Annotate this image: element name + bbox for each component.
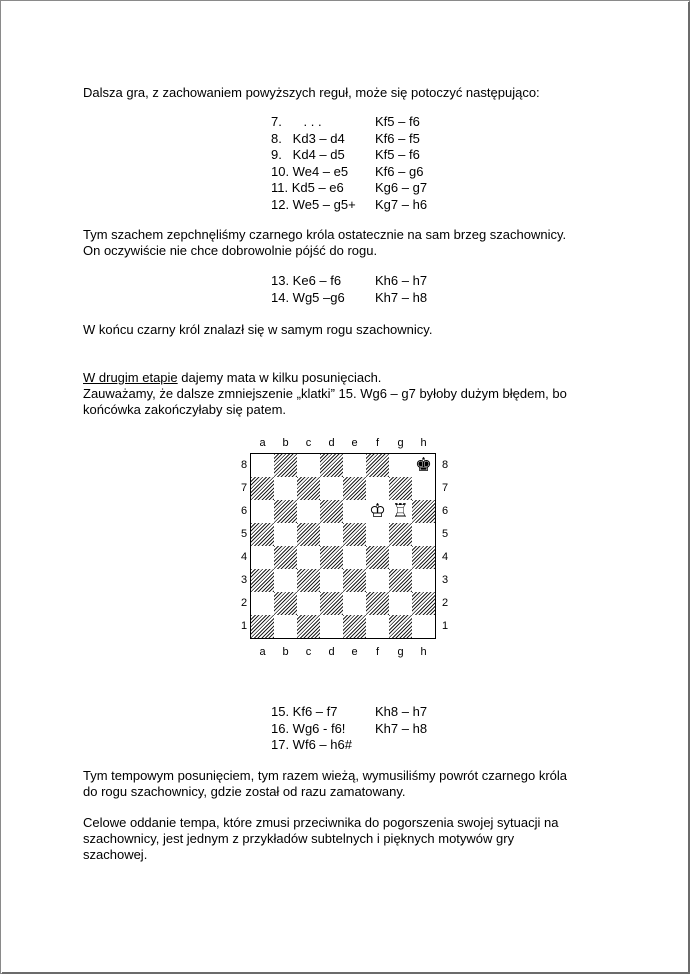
square-d4 xyxy=(320,546,343,569)
rank-label-4: 4 xyxy=(240,551,248,563)
square-b3 xyxy=(274,569,297,592)
chessboard xyxy=(250,453,436,639)
square-a2 xyxy=(251,592,274,615)
white-move: 8. Kd3 – d4 xyxy=(271,130,345,146)
square-b1 xyxy=(274,615,297,638)
black-move: Kh6 – h7 xyxy=(375,273,428,288)
rank-label-5: 5 xyxy=(240,528,248,540)
move-row xyxy=(271,197,427,214)
square-f1 xyxy=(366,615,389,638)
intro-paragraph: Dalsza gra, z zachowaniem powyższych reguł, może się potoczyć następująco: xyxy=(83,85,540,100)
white-move: 17. Wf6 – h6# xyxy=(271,737,352,753)
black-move: Kh7 – h8 xyxy=(375,720,428,736)
white-move: 9. Kd4 – d5 xyxy=(271,147,345,163)
paragraph-5-line-2: do rogu szachownicy, gdzie został od razu zamatowany. xyxy=(83,784,406,799)
square-b7 xyxy=(274,477,297,500)
file-label-e: e xyxy=(351,437,358,449)
square-h8 xyxy=(412,454,435,477)
move-row xyxy=(271,180,427,197)
move-row xyxy=(271,164,427,181)
file-label-g: g xyxy=(397,646,404,658)
square-c4 xyxy=(297,546,320,569)
square-b8 xyxy=(274,454,297,477)
square-a4 xyxy=(251,546,274,569)
square-g6 xyxy=(389,500,412,523)
rank-label-7: 7 xyxy=(240,482,248,494)
square-c5 xyxy=(297,523,320,546)
paragraph-4-line-2: Zauważamy, że dalsze zmniejszenie „klatki” 15. Wg6 – g7 byłoby dużym błędem, bo xyxy=(83,386,567,401)
rank-label-5: 5 xyxy=(441,528,449,540)
paragraph-4-line-3: końcówka zakończyłaby się patem. xyxy=(83,402,287,417)
rank-label-8: 8 xyxy=(441,459,449,471)
paragraph-6-line-3: szachowej. xyxy=(83,847,148,862)
moves-list-1 xyxy=(271,114,427,214)
square-d6 xyxy=(320,500,343,523)
file-label-h: h xyxy=(420,437,427,449)
white-move: 14. Wg5 –g6 xyxy=(271,289,345,305)
black-move: Kg6 – g7 xyxy=(375,180,428,196)
chess-diagram xyxy=(236,434,454,660)
black-move: Kf6 – g6 xyxy=(375,163,424,179)
square-c1 xyxy=(297,615,320,638)
rank-label-3: 3 xyxy=(240,574,248,586)
file-label-g: g xyxy=(397,437,404,449)
paragraph-5-line-1: Tym tempowym posunięciem, tym razem wieżą, wymusiliśmy powrót czarnego króla xyxy=(83,768,568,783)
rank-label-4: 4 xyxy=(441,551,449,563)
square-h1 xyxy=(412,615,435,638)
square-c3 xyxy=(297,569,320,592)
rank-label-6: 6 xyxy=(441,505,449,517)
square-e1 xyxy=(343,615,366,638)
square-e5 xyxy=(343,523,366,546)
square-b4 xyxy=(274,546,297,569)
square-d7 xyxy=(320,477,343,500)
square-h6 xyxy=(412,500,435,523)
black-move: Kf5 – f6 xyxy=(375,147,420,163)
white-move: 15. Kf6 – f7 xyxy=(271,704,338,719)
move-row xyxy=(271,273,427,290)
white-move: 7. . . . xyxy=(271,114,322,129)
move-row xyxy=(271,290,427,307)
white-king-icon: ♔ xyxy=(366,500,389,523)
file-label-b: b xyxy=(282,646,289,658)
square-e6 xyxy=(343,500,366,523)
square-c7 xyxy=(297,477,320,500)
square-g4 xyxy=(389,546,412,569)
file-label-e: e xyxy=(351,646,358,658)
file-label-d: d xyxy=(328,646,335,658)
square-d2 xyxy=(320,592,343,615)
black-move: Kg7 – h6 xyxy=(375,196,428,212)
move-row xyxy=(271,114,427,131)
square-g2 xyxy=(389,592,412,615)
square-d3 xyxy=(320,569,343,592)
file-label-h: h xyxy=(420,646,427,658)
file-label-c: c xyxy=(305,437,312,449)
square-f3 xyxy=(366,569,389,592)
square-d1 xyxy=(320,615,343,638)
square-h3 xyxy=(412,569,435,592)
move-row xyxy=(271,131,427,148)
square-a1 xyxy=(251,615,274,638)
square-f2 xyxy=(366,592,389,615)
file-label-b: b xyxy=(282,437,289,449)
white-move: 16. Wg6 - f6! xyxy=(271,720,346,736)
black-king-icon: ♚ xyxy=(412,454,435,477)
file-label-f: f xyxy=(375,437,380,449)
move-row xyxy=(271,721,427,738)
square-h7 xyxy=(412,477,435,500)
square-f6 xyxy=(366,500,389,523)
square-d5 xyxy=(320,523,343,546)
rank-label-2: 2 xyxy=(441,597,449,609)
square-b6 xyxy=(274,500,297,523)
square-f8 xyxy=(366,454,389,477)
square-b2 xyxy=(274,592,297,615)
paragraph-2-line-1: Tym szachem zepchnęliśmy czarnego króla ostatecznie na sam brzeg szachownicy. xyxy=(83,227,567,242)
white-move: 10. We4 – e5 xyxy=(271,163,349,179)
square-a8 xyxy=(251,454,274,477)
square-e3 xyxy=(343,569,366,592)
white-rook-icon: ♖ xyxy=(391,500,410,522)
paragraph-6-line-2: szachownicy, jest jednym z przykładów subtelnych i pięknych motywów gry xyxy=(83,831,515,846)
black-move: Kf5 – f6 xyxy=(375,114,420,129)
black-move: Kh7 – h8 xyxy=(375,289,428,305)
white-move: 12. We5 – g5+ xyxy=(271,196,356,212)
white-move: 13. Ke6 – f6 xyxy=(271,273,342,288)
square-a3 xyxy=(251,569,274,592)
square-e4 xyxy=(343,546,366,569)
rank-label-6: 6 xyxy=(240,505,248,517)
square-g1 xyxy=(389,615,412,638)
square-a6 xyxy=(251,500,274,523)
square-c2 xyxy=(297,592,320,615)
square-d8 xyxy=(320,454,343,477)
square-f5 xyxy=(366,523,389,546)
moves-list-2 xyxy=(271,273,427,306)
rank-label-2: 2 xyxy=(240,597,248,609)
file-label-a: a xyxy=(259,646,266,658)
paragraph-2-line-2: On oczywiście nie chce dobrowolnie pójść do rogu. xyxy=(83,243,378,258)
section-heading-underlined: W drugim etapie xyxy=(83,370,178,385)
rank-label-8: 8 xyxy=(240,459,248,471)
move-row xyxy=(271,147,427,164)
square-h4 xyxy=(412,546,435,569)
square-f4 xyxy=(366,546,389,569)
move-row xyxy=(271,704,427,721)
square-g3 xyxy=(389,569,412,592)
white-move: 11. Kd5 – e6 xyxy=(271,180,344,196)
square-a7 xyxy=(251,477,274,500)
square-g7 xyxy=(389,477,412,500)
paragraph-4-line-1 xyxy=(83,369,381,386)
file-label-f: f xyxy=(375,646,380,658)
rank-label-3: 3 xyxy=(441,574,449,586)
rank-label-1: 1 xyxy=(441,620,449,632)
file-label-c: c xyxy=(305,646,312,658)
rank-label-1: 1 xyxy=(240,620,248,632)
square-g5 xyxy=(389,523,412,546)
black-move: Kh8 – h7 xyxy=(375,704,428,719)
square-e2 xyxy=(343,592,366,615)
square-e8 xyxy=(343,454,366,477)
rank-label-7: 7 xyxy=(441,482,449,494)
square-c8 xyxy=(297,454,320,477)
paragraph-4-text: dajemy mata w kilku posunięciach. xyxy=(177,370,382,385)
square-f7 xyxy=(366,477,389,500)
black-move: Kf6 – f5 xyxy=(375,130,420,146)
moves-list-3 xyxy=(271,704,427,754)
move-row xyxy=(271,737,427,754)
square-h5 xyxy=(412,523,435,546)
file-label-a: a xyxy=(259,437,266,449)
square-g8 xyxy=(389,454,412,477)
square-e7 xyxy=(343,477,366,500)
file-label-d: d xyxy=(328,437,335,449)
square-b5 xyxy=(274,523,297,546)
paragraph-3: W końcu czarny król znalazł się w samym rogu szachownicy. xyxy=(83,322,433,337)
paragraph-6-line-1: Celowe oddanie tempa, które zmusi przeciwnika do pogorszenia swojej sytuacji na xyxy=(83,815,559,830)
square-a5 xyxy=(251,523,274,546)
square-c6 xyxy=(297,500,320,523)
square-h2 xyxy=(412,592,435,615)
